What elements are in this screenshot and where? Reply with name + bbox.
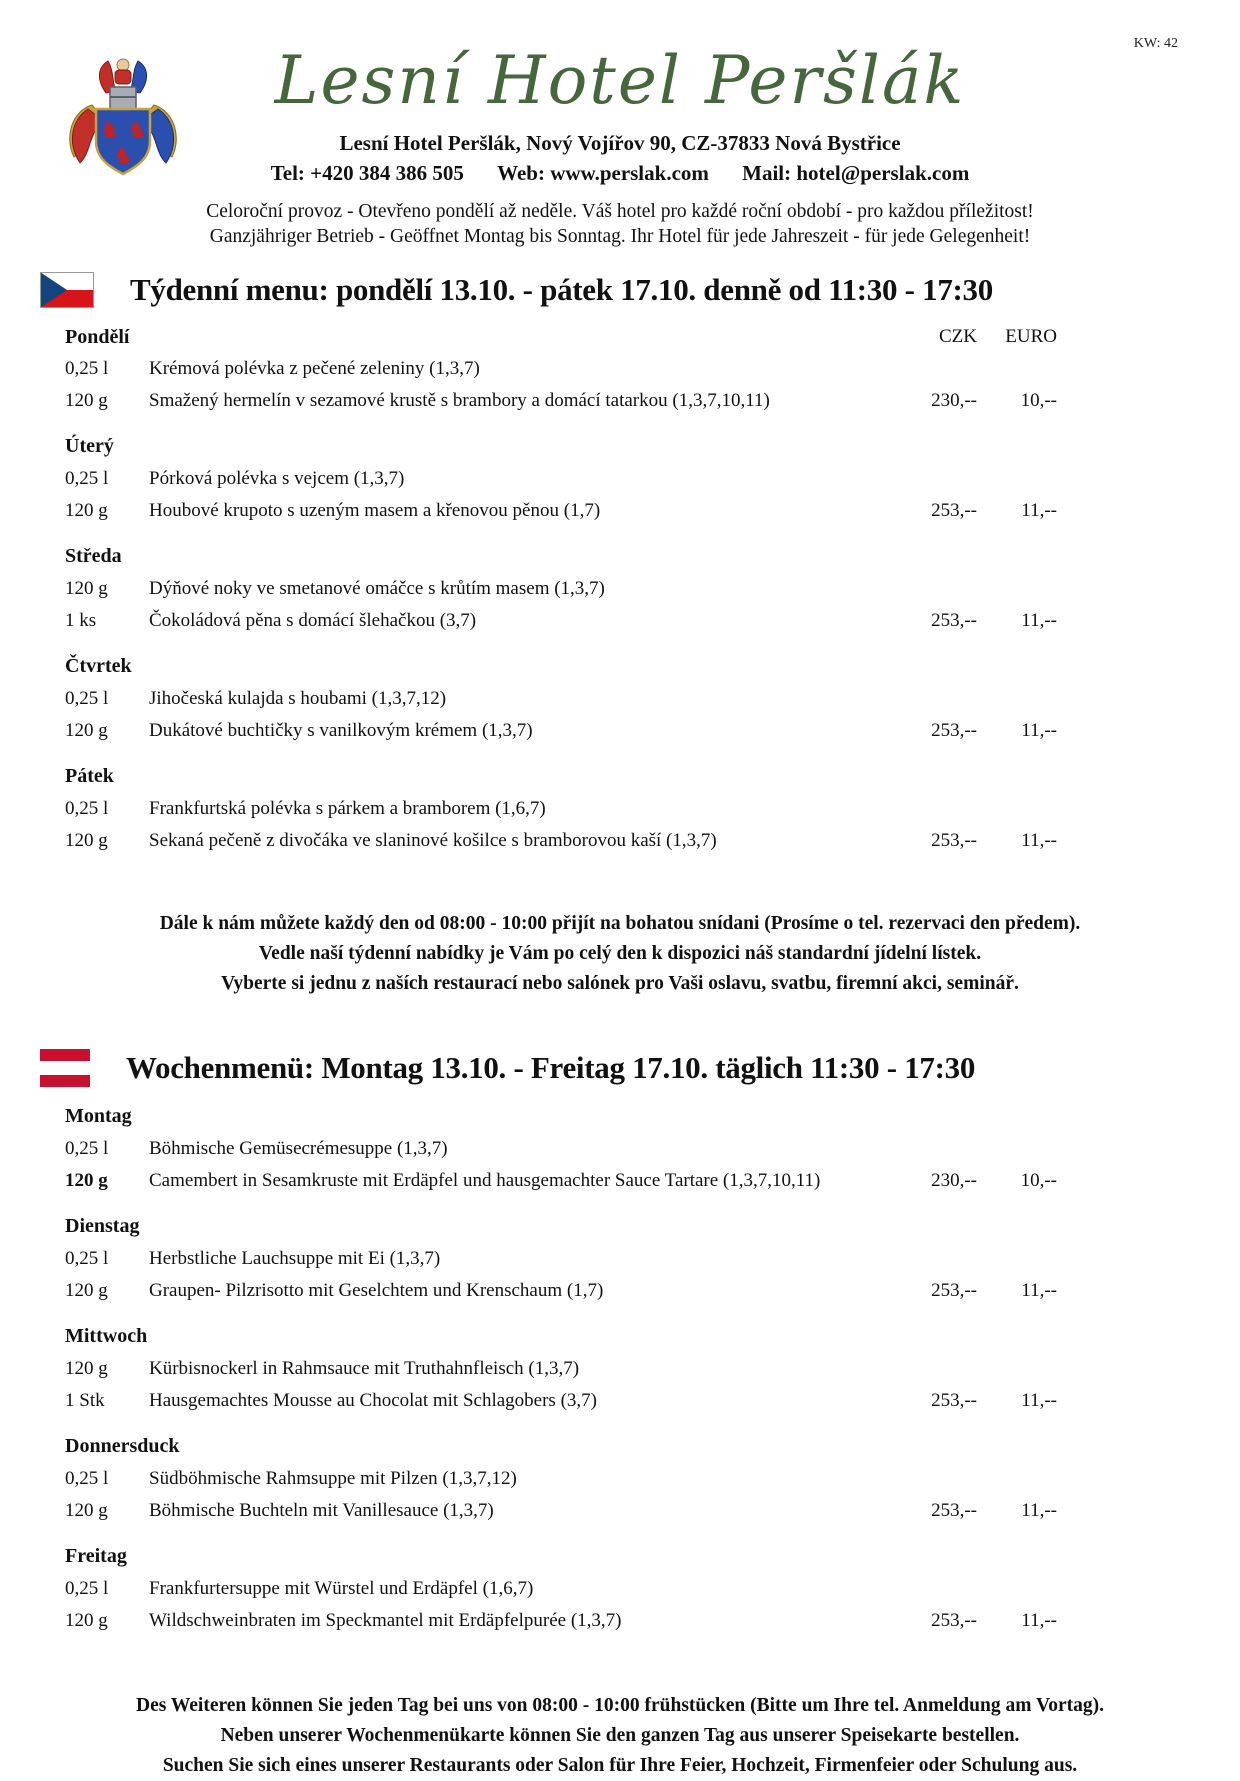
portion-size: 120 g <box>65 1358 108 1380</box>
german-footer-notes <box>0 1691 1240 1781</box>
price-czk <box>885 1463 977 1495</box>
price-euro: 11,-- <box>1021 1610 1057 1632</box>
czech-menu-header <box>40 272 1240 308</box>
svg-text:♞: ♞ <box>127 118 147 143</box>
week-number-label: KW: 42 <box>1133 36 1178 51</box>
dish-name: Graupen- Pilzrisotto mit Geselchtem und Krenschaum (1,7) <box>149 1280 604 1302</box>
german-menu-header <box>40 1049 1240 1087</box>
price-euro: 11,-- <box>1021 610 1057 632</box>
portion-size: 0,25 l <box>65 1248 109 1270</box>
note-line: Des Weiteren können Sie jeden Tag bei uns von 08:00 - 10:00 frühstücken (Bitte um Ihre tel. Anmeldung am Vortag). <box>135 1695 1105 1717</box>
dish-name: Frankfurtská polévka s párkem a bramborem (1,6,7) <box>149 798 546 820</box>
portion-size: 0,25 l <box>65 688 109 710</box>
menu-row <box>65 385 1057 417</box>
price-euro <box>977 1133 1057 1165</box>
hotel-coat-of-arms-icon <box>58 52 188 184</box>
price-euro: 11,-- <box>1021 500 1057 522</box>
price-euro: 11,-- <box>1021 1500 1057 1522</box>
menu-row <box>65 495 1057 527</box>
portion-size: 120 g <box>65 1500 108 1522</box>
portion-size: 0,25 l <box>65 468 109 490</box>
price-czk <box>885 1353 977 1385</box>
price-czk <box>885 793 977 825</box>
note-line: Vyberte si jednu z naších restaurací nebo salónek pro Vaši oslavu, svatbu, firemní akci, seminář. <box>221 973 1019 995</box>
price-czk <box>885 683 977 715</box>
letterhead <box>0 0 1240 248</box>
menu-row <box>65 825 1057 857</box>
day-header: Středa <box>65 545 122 568</box>
price-euro <box>977 463 1057 495</box>
portion-size: 120 g <box>65 390 108 412</box>
price-czk <box>885 1573 977 1605</box>
portion-size: 1 ks <box>65 610 97 632</box>
opening-note-czech: Celoroční provoz - Otevřeno pondělí až neděle. Váš hotel pro každé roční období - pro každou příležitost! <box>206 201 1034 223</box>
price-czk <box>885 463 977 495</box>
dish-name: Kürbisnockerl in Rahmsauce mit Truthahnfleisch (1,3,7) <box>149 1358 580 1380</box>
svg-text:♞: ♞ <box>113 144 133 169</box>
dish-name: Sekaná pečeně z divočáka ve slaninové košilce s bramborovou kaší (1,3,7) <box>149 830 717 852</box>
menu-row <box>65 1165 1057 1197</box>
portion-size: 0,25 l <box>65 358 109 380</box>
portion-size: 120 g <box>65 1280 108 1302</box>
menu-row <box>65 1275 1057 1307</box>
menu-row <box>65 1605 1057 1637</box>
german-menu-title: Wochenmenü: Montag 13.10. - Freitag 17.10. täglich 11:30 - 17:30 <box>126 1050 976 1086</box>
price-czk <box>885 1133 977 1165</box>
website-url: Web: www.perslak.com <box>497 161 709 186</box>
menu-row <box>65 1495 1057 1527</box>
price-czk: 253,-- <box>931 1500 977 1522</box>
day-header: Pátek <box>65 765 114 788</box>
price-euro: 11,-- <box>1021 1280 1057 1302</box>
price-czk: 253,-- <box>931 830 977 852</box>
dish-name: Wildschweinbraten im Speckmantel mit Erdäpfelpurée (1,3,7) <box>149 1610 622 1632</box>
menu-row <box>65 605 1057 637</box>
day-header: Donnersduck <box>65 1435 180 1458</box>
menu-columns-header <box>65 321 1057 353</box>
dish-name: Pórková polévka s vejcem (1,3,7) <box>149 468 405 490</box>
portion-size: 120 g <box>65 1610 108 1632</box>
czech-flag-icon <box>40 272 94 308</box>
czech-footer-notes <box>0 909 1240 999</box>
dish-name: Südböhmische Rahmsuppe mit Pilzen (1,3,7,12) <box>149 1468 517 1490</box>
menu-row <box>65 683 1057 715</box>
day-header: Montag <box>65 1105 132 1128</box>
price-czk <box>885 353 977 385</box>
menu-row <box>65 1243 1057 1275</box>
czech-weekly-menu <box>65 321 1057 857</box>
price-euro <box>977 353 1057 385</box>
menu-row <box>65 353 1057 385</box>
price-euro <box>977 1353 1057 1385</box>
menu-row <box>65 793 1057 825</box>
portion-size: 0,25 l <box>65 1468 109 1490</box>
portion-size: 0,25 l <box>65 1578 109 1600</box>
menu-row <box>65 1573 1057 1605</box>
price-euro: 11,-- <box>1021 720 1057 742</box>
price-czk: 253,-- <box>931 610 977 632</box>
hotel-name-script: Lesní Hotel Peršlák <box>274 42 966 119</box>
note-line: Neben unserer Wochenmenükarte können Sie den ganzen Tag aus unserer Speisekarte bestellen. <box>220 1725 1020 1747</box>
dish-name: Frankfurtersuppe mit Würstel und Erdäpfel (1,6,7) <box>149 1578 534 1600</box>
portion-size: 120 g <box>65 720 108 742</box>
price-euro: 11,-- <box>1021 1390 1057 1412</box>
price-euro: 11,-- <box>1021 830 1057 852</box>
dish-name: Dýňové noky ve smetanové omáčce s krůtím masem (1,3,7) <box>149 578 605 600</box>
dish-name: Houbové krupoto s uzeným masem a křenovou pěnou (1,7) <box>149 500 601 522</box>
dish-name: Böhmische Gemüsecrémesuppe (1,3,7) <box>149 1138 448 1160</box>
note-line: Vedle naší týdenní nabídky je Vám po celý den k dispozici náš standardní jídelní lístek. <box>258 943 982 965</box>
phone-number: Tel: +420 384 386 505 <box>270 161 464 186</box>
price-euro <box>977 683 1057 715</box>
hotel-address: Lesní Hotel Peršlák, Nový Vojířov 90, CZ-37833 Nová Bystřice <box>339 131 901 156</box>
day-header: Pondělí <box>65 326 130 349</box>
portion-size: 0,25 l <box>65 1138 109 1160</box>
price-czk <box>885 573 977 605</box>
day-header: Freitag <box>65 1545 127 1568</box>
price-euro <box>977 1243 1057 1275</box>
dish-name: Hausgemachtes Mousse au Chocolat mit Schlagobers (3,7) <box>149 1390 597 1412</box>
dish-name: Smažený hermelín v sezamové krustě s brambory a domácí tatarkou (1,3,7,10,11) <box>149 390 770 412</box>
austrian-flag-icon <box>40 1049 90 1087</box>
dish-name: Jihočeská kulajda s houbami (1,3,7,12) <box>149 688 447 710</box>
menu-row <box>65 573 1057 605</box>
portion-size: 1 Stk <box>65 1390 105 1412</box>
price-euro <box>977 793 1057 825</box>
menu-row <box>65 1385 1057 1417</box>
portion-size: 120 g <box>65 500 108 522</box>
svg-text:♞: ♞ <box>100 118 120 143</box>
dish-name: Camembert in Sesamkruste mit Erdäpfel und hausgemachter Sauce Tartare (1,3,7,10,11) <box>149 1170 821 1192</box>
note-line: Suchen Sie sich eines unserer Restaurants oder Salon für Ihre Feier, Hochzeit, Firmenfeier oder Schulung aus. <box>162 1755 1078 1777</box>
dish-name: Dukátové buchtičky s vanilkovým krémem (1,3,7) <box>149 720 533 742</box>
opening-note-german: Ganzjähriger Betrieb - Geöffnet Montag bis Sonntag. Ihr Hotel für jede Jahreszeit - für jede Gelegenheit! <box>209 226 1031 248</box>
day-header: Čtvrtek <box>65 655 132 678</box>
portion-size: 120 g <box>65 1170 108 1192</box>
price-czk: 230,-- <box>931 390 977 412</box>
price-czk: 253,-- <box>931 500 977 522</box>
dish-name: Herbstliche Lauchsuppe mit Ei (1,3,7) <box>149 1248 441 1270</box>
day-header: Úterý <box>65 435 114 458</box>
portion-size: 120 g <box>65 578 108 600</box>
menu-row <box>65 715 1057 747</box>
price-czk: 253,-- <box>931 720 977 742</box>
day-header: Dienstag <box>65 1215 140 1238</box>
menu-row <box>65 1463 1057 1495</box>
german-weekly-menu <box>65 1100 1057 1637</box>
dish-name: Krémová polévka z pečené zeleniny (1,3,7) <box>149 358 480 380</box>
czech-menu-title: Týdenní menu: pondělí 13.10. - pátek 17.10. denně od 11:30 - 17:30 <box>130 272 993 308</box>
price-czk: 253,-- <box>931 1280 977 1302</box>
menu-row <box>65 1353 1057 1385</box>
email-address: Mail: hotel@perslak.com <box>742 161 970 186</box>
portion-size: 0,25 l <box>65 798 109 820</box>
menu-row <box>65 1133 1057 1165</box>
dish-name: Böhmische Buchteln mit Vanillesauce (1,3,7) <box>149 1500 494 1522</box>
price-czk <box>885 1243 977 1275</box>
dish-name: Čokoládová pěna s domácí šlehačkou (3,7) <box>149 610 477 632</box>
euro-column-header: EURO <box>1005 326 1057 348</box>
day-header: Mittwoch <box>65 1325 148 1348</box>
price-czk: 230,-- <box>931 1170 977 1192</box>
price-czk: 253,-- <box>931 1390 977 1412</box>
price-euro: 10,-- <box>1020 390 1057 412</box>
price-euro <box>977 1463 1057 1495</box>
price-euro: 10,-- <box>1020 1170 1057 1192</box>
czk-column-header: CZK <box>939 326 977 348</box>
portion-size: 120 g <box>65 830 108 852</box>
price-czk: 253,-- <box>931 1610 977 1632</box>
note-line: Dále k nám můžete každý den od 08:00 - 10:00 přijít na bohatou snídani (Prosíme o tel. rezervaci den předem). <box>159 913 1081 935</box>
price-euro <box>977 1573 1057 1605</box>
price-euro <box>977 573 1057 605</box>
menu-row <box>65 463 1057 495</box>
